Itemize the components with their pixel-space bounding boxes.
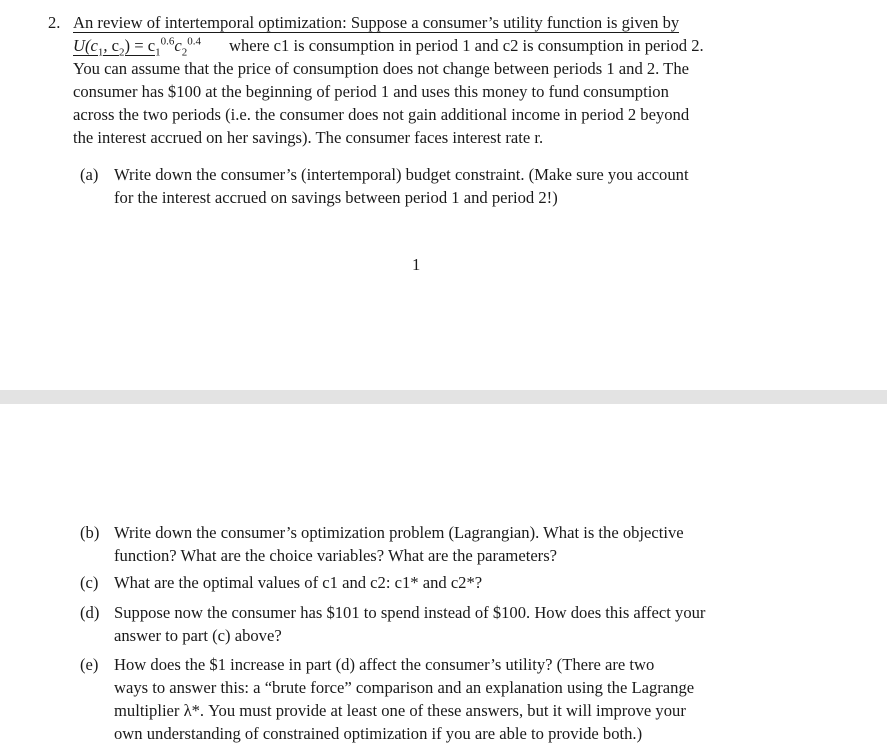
part-d-line-2: answer to part (c) above? <box>114 626 282 645</box>
question-line-6: the interest accrued on her savings). The consumer faces interest rate r. <box>73 128 544 147</box>
part-b-line-1: Write down the consumer’s optimization problem (Lagrangian). What is the objective <box>114 523 684 542</box>
question-line-4: consumer has $100 at the beginning of period 1 and uses this money to fund consumption <box>73 82 669 101</box>
question-line-5: across the two periods (i.e. the consumer does not gain additional income in period 2 beyond <box>73 105 690 124</box>
part-b-label: (b) <box>80 523 100 542</box>
part-e-line-1: How does the $1 increase in part (d) affect the consumer’s utility? (There are two <box>114 655 655 674</box>
part-a-line-1: Write down the consumer’s (intertemporal) budget constraint. (Make sure you account <box>114 165 689 184</box>
part-b-line-2: function? What are the choice variables? What are the parameters? <box>114 546 558 565</box>
question-line-3: You can assume that the price of consumption does not change between periods 1 and 2. The <box>73 59 689 78</box>
part-c-label: (c) <box>80 573 99 592</box>
page-divider <box>0 390 887 404</box>
part-e-line-2: ways to answer this: a “brute force” comparison and an explanation using the Lagrange <box>114 678 695 697</box>
page-number: 1 <box>412 255 421 274</box>
part-a-label: (a) <box>80 165 99 184</box>
utility-function: $U(c_1$, $c_2) = c_1^{0.6}c_2^{0.4}$ <box>73 35 201 59</box>
question-number: 2. <box>48 13 61 32</box>
page-2 <box>0 404 887 755</box>
part-a-line-2: for the interest accrued on savings between period 1 and period 2!) <box>114 188 558 207</box>
part-e-line-4: own understanding of constrained optimization if you are able to provide both.) <box>114 724 643 743</box>
part-c-line-1: What are the optimal values of c1 and c2: c1* and c2*? <box>114 573 483 592</box>
part-d-label: (d) <box>80 603 100 622</box>
part-e-line-3: multiplier λ*. You must provide at least one of these answers, but it will improve your <box>114 701 686 720</box>
question-line-2: where c1 is consumption in period 1 and c2 is consumption in period 2. <box>229 36 704 55</box>
part-e-label: (e) <box>80 655 99 674</box>
question-intro-line: An review of intertemporal optimization: Suppose a consumer’s utility function is given by <box>73 13 680 32</box>
part-d-line-1: Suppose now the consumer has $101 to spend instead of $100. How does this affect your <box>114 603 706 622</box>
